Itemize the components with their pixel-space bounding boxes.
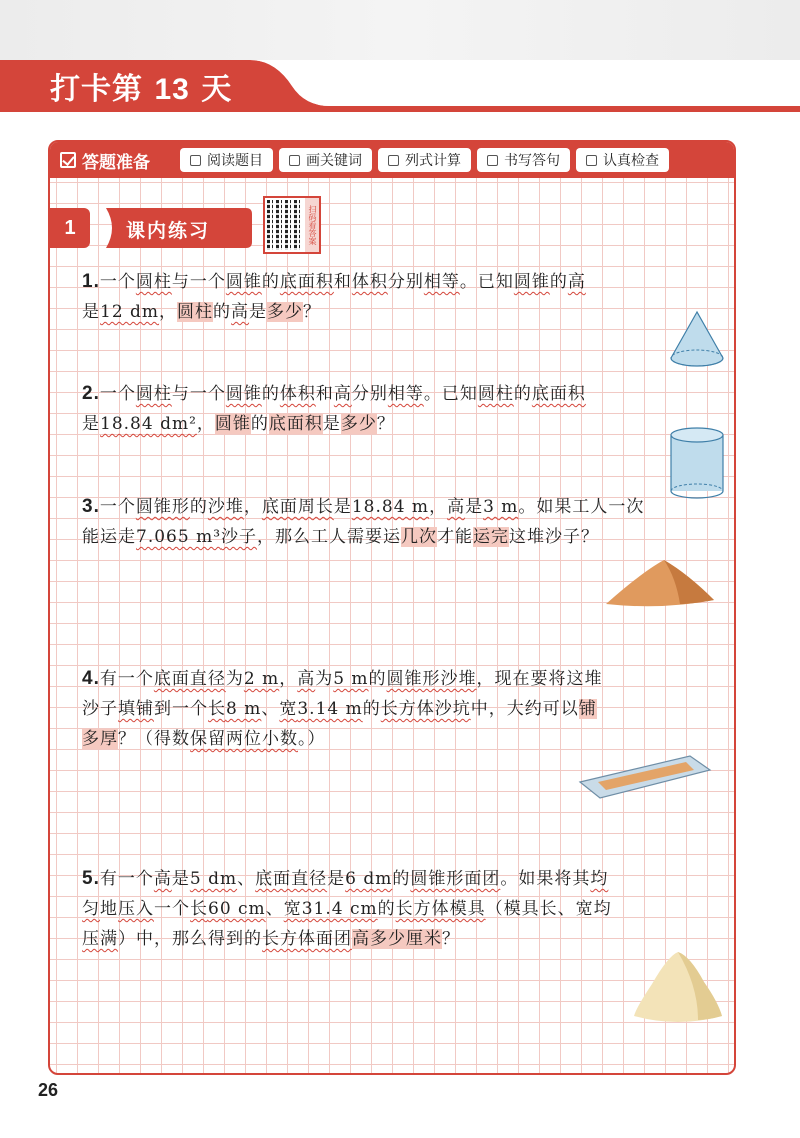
question-5 xyxy=(82,864,732,954)
text-seg: 分别 xyxy=(387,272,424,292)
keyword: 底面积 xyxy=(279,272,334,292)
text-seg: 的 xyxy=(250,414,269,434)
text-seg: 与一个 xyxy=(171,384,226,404)
keyword: 31.4 cm xyxy=(301,899,378,919)
text-seg: 是 xyxy=(249,302,268,322)
text-seg: 的 xyxy=(377,899,396,919)
checkbox-icon xyxy=(190,155,201,166)
checkbox-icon xyxy=(586,155,597,166)
qr-code[interactable] xyxy=(263,196,321,254)
question-number: 2. xyxy=(82,383,100,404)
highlight: 几次 xyxy=(401,527,438,547)
prep-item-read[interactable] xyxy=(180,148,273,172)
keyword: 填铺 xyxy=(118,699,154,719)
keyword: 长方体模具 xyxy=(395,899,486,919)
keyword: 压满 xyxy=(82,929,118,949)
keyword: 圆锥 xyxy=(513,272,550,292)
keyword: 高 xyxy=(153,869,172,889)
dough-figure xyxy=(628,948,728,1024)
highlight: 铺 xyxy=(578,699,597,719)
keyword: 高 xyxy=(231,302,250,322)
text-seg: 沙子 xyxy=(82,699,118,719)
text-seg: 是 xyxy=(171,869,190,889)
highlight: 底面积 xyxy=(268,414,323,434)
text-seg: 的 xyxy=(261,384,280,404)
keyword: 高 xyxy=(297,669,316,689)
prep-bar xyxy=(50,142,734,178)
keyword: 18.84 dm² xyxy=(100,414,197,434)
text-seg: 到一个 xyxy=(154,699,208,719)
title-prefix: 打卡第 xyxy=(50,72,143,107)
question-2 xyxy=(82,379,732,439)
highlight: 多少厘米 xyxy=(370,929,442,949)
keyword: 保留两位小数 xyxy=(190,729,298,749)
keyword: 长 xyxy=(208,699,226,719)
keyword: 5 m xyxy=(333,669,369,689)
highlight: 圆柱 xyxy=(177,302,214,322)
text-seg: 的 xyxy=(392,869,411,889)
highlight: 高 xyxy=(352,929,370,949)
cylinder-figure xyxy=(668,426,726,500)
question-4 xyxy=(82,664,732,754)
keyword: 8 m xyxy=(226,699,262,719)
keyword: 底面积 xyxy=(531,384,586,404)
prep-item-keywords[interactable] xyxy=(279,148,372,172)
question-line xyxy=(82,694,732,724)
question-line xyxy=(82,894,732,924)
keyword: 底面周长 xyxy=(261,497,334,517)
text-seg: ？（得数 xyxy=(118,729,190,749)
text-seg: 、 xyxy=(261,699,280,719)
text-seg: 与一个 xyxy=(171,272,226,292)
checkbox-icon xyxy=(487,155,498,166)
text-seg: 。如果工人一次 xyxy=(518,497,645,517)
page-number: 26 xyxy=(38,1080,59,1100)
question-line xyxy=(82,409,732,439)
text-seg: 是 xyxy=(82,302,100,322)
text-seg: 。已知 xyxy=(423,384,478,404)
question-1 xyxy=(82,267,732,327)
keyword: 底面直径 xyxy=(255,869,328,889)
keyword: 匀 xyxy=(82,899,100,919)
question-number: 1. xyxy=(82,271,100,292)
text-seg: ？ xyxy=(303,302,322,322)
keyword: 7.065 m³ xyxy=(136,527,222,547)
section-title: 课内练习 xyxy=(126,220,211,242)
page-title xyxy=(50,64,232,108)
text-seg: （模具长、宽均 xyxy=(485,899,612,919)
keyword: 长 xyxy=(190,899,208,919)
text-seg: 和 xyxy=(333,272,352,292)
text-seg: 是 xyxy=(322,414,341,434)
text-seg: 是 xyxy=(82,414,100,434)
checkmark-icon xyxy=(60,152,76,168)
keyword: 体积 xyxy=(279,384,316,404)
keyword: 长方体沙坑 xyxy=(380,699,471,719)
checkbox-icon xyxy=(388,155,399,166)
text-seg: ， xyxy=(243,497,262,517)
keyword: 压入 xyxy=(118,899,154,919)
text-seg: 能运走 xyxy=(82,527,136,547)
question-number: 3. xyxy=(82,496,100,517)
keyword: 18.84 m xyxy=(351,497,430,517)
prep-item-label: 阅读题目 xyxy=(207,153,263,169)
text-seg: ， xyxy=(429,497,448,517)
question-line xyxy=(82,522,732,552)
prep-item-label: 书写答句 xyxy=(504,153,560,169)
highlight: 运完 xyxy=(473,527,510,547)
prep-item-answer[interactable] xyxy=(477,148,570,172)
question-number: 5. xyxy=(82,868,100,889)
keyword: 圆柱 xyxy=(135,384,172,404)
section-label xyxy=(96,208,252,248)
text-seg: 这堆沙子？ xyxy=(509,527,600,547)
exercise-card xyxy=(48,140,736,1075)
question-line xyxy=(82,664,732,694)
text-seg: 的 xyxy=(362,699,381,719)
prep-item-label: 列式计算 xyxy=(405,153,461,169)
prep-label-text: 答题准备 xyxy=(82,152,150,173)
keyword: 12 dm xyxy=(100,302,160,322)
keyword: 圆锥形沙堆 xyxy=(386,669,477,689)
keyword: 均 xyxy=(590,869,609,889)
text-seg: 的 xyxy=(261,272,280,292)
keyword: 圆柱 xyxy=(477,384,514,404)
keyword: 高 xyxy=(567,272,586,292)
keyword: 圆柱 xyxy=(135,272,172,292)
text-seg: 有一个 xyxy=(99,669,154,689)
keyword: 宽 xyxy=(283,899,302,919)
text-seg: 一个 xyxy=(99,497,136,517)
text-seg: 才能 xyxy=(437,527,474,547)
text-seg: 地 xyxy=(100,899,118,919)
question-line xyxy=(82,379,732,409)
text-seg: ？ xyxy=(376,414,395,434)
text-seg: ， xyxy=(279,669,298,689)
text-seg: 的 xyxy=(368,669,387,689)
text-seg: 的 xyxy=(213,302,232,322)
keyword: 高 xyxy=(447,497,466,517)
text-seg: 是 xyxy=(327,869,346,889)
text-seg: 、 xyxy=(265,899,284,919)
title-bar xyxy=(0,60,800,112)
prep-items xyxy=(180,148,669,172)
text-seg: 的 xyxy=(513,384,532,404)
keyword: 5 dm xyxy=(189,869,238,889)
prep-label xyxy=(50,148,180,173)
section-number: 1 xyxy=(50,208,90,248)
question-3 xyxy=(82,492,732,552)
title-day: 13 xyxy=(154,73,190,106)
text-seg: ， xyxy=(196,414,215,434)
text-seg: 是 xyxy=(333,497,352,517)
text-seg: 。已知 xyxy=(459,272,514,292)
text-seg: 一个 xyxy=(99,384,136,404)
text-seg: 一个 xyxy=(99,272,136,292)
keyword: 底面直径 xyxy=(153,669,226,689)
text-seg: 。） xyxy=(298,729,326,749)
text-seg: 和 xyxy=(315,384,334,404)
text-seg: 的 xyxy=(549,272,568,292)
top-band xyxy=(0,0,800,60)
keyword: 圆锥形 xyxy=(135,497,190,517)
keyword: 6 dm xyxy=(345,869,393,889)
prep-item-calc[interactable] xyxy=(378,148,471,172)
text-seg: 中，大约可以 xyxy=(470,699,579,719)
prep-item-label: 认真检查 xyxy=(603,153,659,169)
text-seg: ，那么工人需要运 xyxy=(257,527,402,547)
question-line xyxy=(82,492,732,522)
text-seg: 。如果将其 xyxy=(500,869,591,889)
question-line xyxy=(82,297,732,327)
highlight: 多少 xyxy=(267,302,304,322)
keyword: 相等 xyxy=(423,272,460,292)
text-seg: ，现在要将这堆 xyxy=(476,669,603,689)
question-line xyxy=(82,864,732,894)
sand-pile-figure xyxy=(602,554,717,610)
qr-code-icon xyxy=(267,200,303,250)
sand-pit-figure xyxy=(572,748,712,804)
keyword: 3 m xyxy=(483,497,519,517)
text-seg: 、 xyxy=(237,869,256,889)
text-seg: ）中，那么得到的 xyxy=(118,929,262,949)
text-seg: 的 xyxy=(189,497,208,517)
keyword: 3.14 m xyxy=(297,699,363,719)
prep-item-check[interactable] xyxy=(576,148,669,172)
keyword: 圆锥形面团 xyxy=(410,869,501,889)
question-number: 4. xyxy=(82,668,100,689)
text-seg: 为 xyxy=(315,669,334,689)
text-seg: 一个 xyxy=(154,899,190,919)
title-suffix: 天 xyxy=(201,72,233,107)
keyword: 60 cm xyxy=(208,899,266,919)
highlight: 圆锥 xyxy=(214,414,251,434)
keyword: 相等 xyxy=(387,384,424,404)
keyword: 宽 xyxy=(279,699,298,719)
highlight: 多厚 xyxy=(82,729,118,749)
checkbox-icon xyxy=(289,155,300,166)
keyword: 沙子 xyxy=(221,527,258,547)
keyword: 圆锥 xyxy=(225,384,262,404)
prep-item-label: 画关键词 xyxy=(306,153,362,169)
keyword: 体积 xyxy=(351,272,388,292)
text-seg: 是 xyxy=(465,497,484,517)
text-seg: ？ xyxy=(442,929,460,949)
keyword: 长方体面团 xyxy=(262,929,352,949)
text-seg: ， xyxy=(159,302,178,322)
cone-figure xyxy=(668,310,726,372)
question-line xyxy=(82,267,732,297)
qr-caption: 扫码看答案 xyxy=(305,198,319,252)
text-seg: 为 xyxy=(225,669,244,689)
keyword: 2 m xyxy=(243,669,280,689)
keyword: 高 xyxy=(333,384,352,404)
highlight: 多少 xyxy=(340,414,377,434)
keyword: 沙堆 xyxy=(207,497,244,517)
keyword: 圆锥 xyxy=(225,272,262,292)
text-seg: 有一个 xyxy=(99,869,154,889)
text-seg: 分别 xyxy=(351,384,388,404)
